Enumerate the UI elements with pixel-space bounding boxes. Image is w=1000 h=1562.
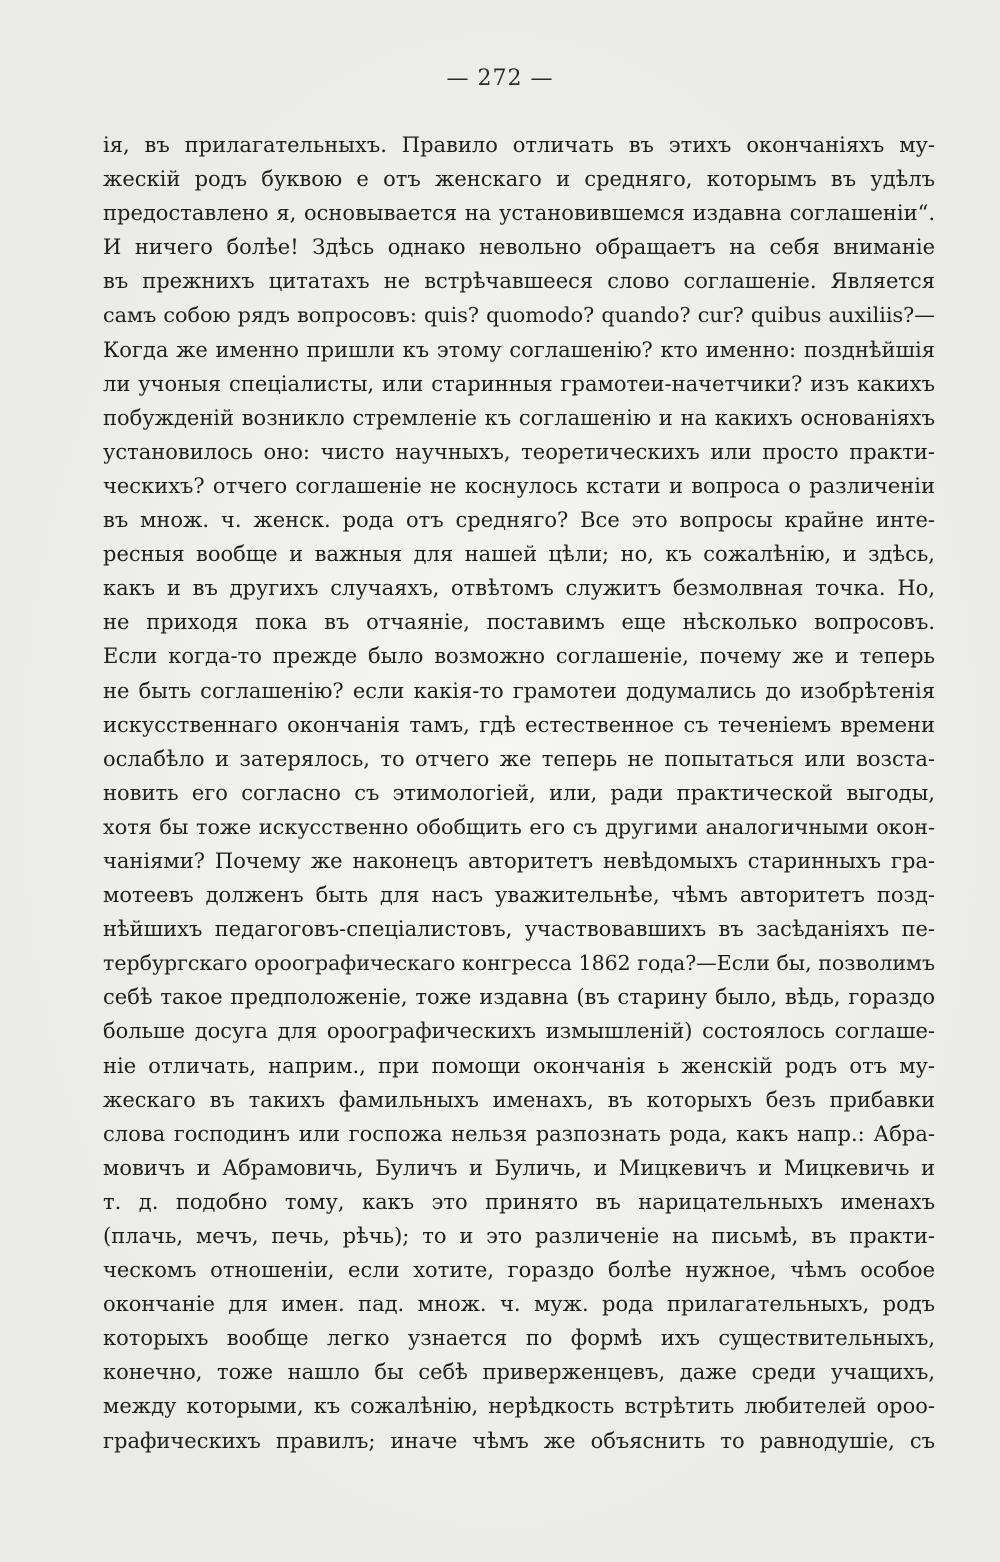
text-line: ніе отличать, наприм., при помощи окончанія ь женскій родъ отъ му-	[103, 1053, 935, 1078]
text-line: не приходя пока въ отчаяніе, поставимъ еще нѣсколько вопросовъ.	[103, 610, 935, 635]
text-line: какъ и въ другихъ случаяхъ, отвѣтомъ служитъ безмолвная точка. Но,	[103, 576, 935, 601]
text-line: искусственнаго окончанія тамъ, гдѣ естественное съ теченіемъ времени	[103, 712, 935, 737]
text-line: въ прежнихъ цитатахъ не встрѣчавшееся слово соглашеніе. Является	[103, 269, 935, 294]
text-line: побужденій возникло стремленіе къ соглашенію и на какихъ основаніяхъ	[103, 405, 935, 430]
text-line: т. д. подобно тому, какъ это принято въ нарицательныхъ именахъ	[103, 1189, 935, 1214]
text-line: тербургскаго ороографическаго конгресса 1862 года?—Если бы, позволимъ	[103, 951, 935, 976]
text-line: между которыми, къ сожалѣнію, нерѣдкость встрѣтить любителей ороо-	[103, 1394, 935, 1419]
text-line: новить его согласно съ этимологіей, или, ради практической выгоды,	[103, 780, 935, 805]
text-line: ослабѣло и затерялось, то отчего же теперь не попытаться или возста-	[103, 746, 935, 771]
text-line: ресныя вообще и важныя для нашей цѣли; но, къ сожалѣнію, и здѣсь,	[103, 542, 935, 567]
text-line: Когда же именно пришли къ этому соглашенію? кто именно: позднѣйшія	[103, 337, 935, 362]
text-line: нѣйшихъ педагоговъ-спеціалистовъ, участвовавшихъ въ засѣданіяхъ пе-	[103, 917, 935, 942]
text-line: которыхъ вообще легко узнается по формѣ ихъ существительныхъ,	[103, 1326, 935, 1351]
text-line: самъ собою рядъ вопросовъ: quis? quomodo? quando? cur? quibus auxiliis?—	[103, 303, 935, 328]
text-line: ія, въ прилагательныхъ. Правило отличать въ этихъ окончаніяхъ му-	[103, 133, 935, 157]
text-line: ли учоныя спеціалисты, или старинныя грамотеи-начетчики? изъ какихъ	[103, 371, 935, 396]
text-line: больше досуга для ороографическихъ измышленій) состоялось соглаше-	[103, 1019, 935, 1044]
text-line: хотя бы тоже искусственно обобщить его съ другими аналогичными окон-	[103, 814, 935, 839]
text-line: окончаніе для имен. пад. множ. ч. муж. рода прилагательныхъ, родъ	[103, 1292, 935, 1317]
body-text	[103, 128, 935, 1458]
page-number: — 272 —	[446, 66, 554, 91]
text-line: въ множ. ч. женск. рода отъ средняго? Все это вопросы крайне инте-	[103, 508, 935, 533]
text-line: мотеевъ долженъ быть для насъ уважительнѣе, чѣмъ авторитетъ позд-	[103, 883, 935, 908]
text-line: предоставлено я, основывается на установившемся издавна соглашеніи“.	[103, 201, 935, 226]
text-line: Если когда-то прежде было возможно соглашеніе, почему же и теперь	[103, 644, 935, 669]
text-line: чаніями? Почему же наконецъ авторитетъ невѣдомыхъ старинныхъ гра-	[103, 848, 935, 873]
text-line: ческомъ отношеніи, если хотите, гораздо болѣе нужное, чѣмъ особое	[103, 1258, 935, 1283]
text-line: конечно, тоже нашло бы себѣ приверженцевъ, даже среди учащихъ,	[103, 1360, 935, 1385]
text-line: слова господинъ или госпожа нельзя разпознать рода, какъ напр.: Абра-	[103, 1121, 935, 1146]
text-line: не быть соглашенію? если какія-то грамотеи додумались до изобрѣтенія	[103, 678, 935, 703]
text-line: жескаго въ такихъ фамильныхъ именахъ, въ которыхъ безъ прибавки	[103, 1087, 935, 1112]
text-line: себѣ такое предположеніе, тоже издавна (въ старину было, вѣдь, гораздо	[103, 985, 935, 1010]
text-line: графическихъ правилъ; иначе чѣмъ же объяснить то равнодушіе, съ	[103, 1428, 935, 1453]
text-line: (плачь, мечъ, печь, рѣчь); то и это различеніе на письмѣ, въ практи-	[103, 1224, 935, 1248]
text-line: мовичъ и Абрамовичь, Буличъ и Буличь, и Мицкевичъ и Мицкевичь и	[103, 1155, 935, 1180]
text-line: И ничего болѣе! Здѣсь однако невольно обращаетъ на себя вниманіе	[103, 235, 935, 260]
text-line: ческихъ? отчего соглашеніе не коснулось кстати и вопроса о различеніи	[103, 473, 935, 498]
text-line: установилось оно: чисто научныхъ, теоретическихъ или просто практи-	[103, 439, 935, 464]
text-line: жескій родъ буквою е отъ женскаго и средняго, которымъ въ удѣлъ	[103, 167, 935, 192]
